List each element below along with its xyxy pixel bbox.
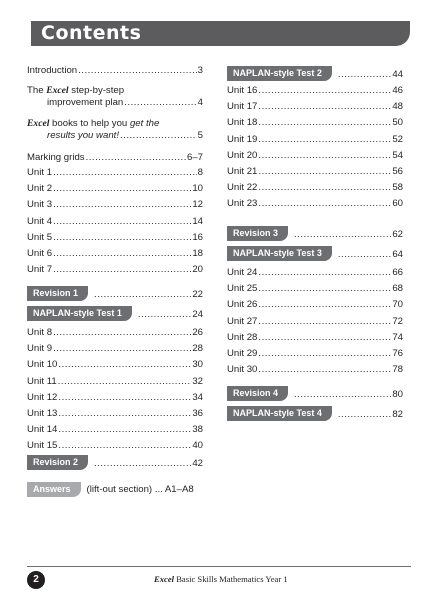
toc-entry-label: Unit 12	[27, 391, 58, 403]
toc-entry-unit[interactable]	[227, 84, 403, 97]
revision-tab: Revision 4	[227, 386, 288, 401]
toc-entry-label: get the	[129, 118, 160, 129]
toc-entry-page: 80	[392, 389, 403, 400]
toc-entry-label: results you want!	[47, 130, 119, 141]
toc-entry-page: 22	[192, 289, 203, 300]
footer-book-title	[154, 574, 288, 584]
dot-leader	[138, 309, 191, 321]
toc-entry-page: 14	[192, 215, 203, 227]
dot-leader	[53, 326, 191, 339]
toc-entry-label: Unit 1	[27, 167, 53, 178]
toc-entry-page: 70	[392, 299, 403, 311]
naplan-tab: NAPLAN-style Test 2	[227, 66, 332, 81]
toc-entry-answers[interactable]	[27, 482, 203, 497]
toc-entry-unit[interactable]	[27, 247, 203, 260]
dot-leader	[58, 375, 192, 388]
toc-entry-page: 18	[192, 248, 203, 259]
toc-entry-label: Unit 22	[227, 182, 258, 194]
toc-entry-unit[interactable]	[227, 347, 403, 360]
toc-entry-page: 16	[192, 231, 203, 243]
excel-wordmark: Excel	[46, 85, 69, 96]
toc-entry-page: 38	[192, 424, 203, 436]
toc-entry-page: 10	[192, 183, 203, 195]
toc-entry-page: 24	[192, 309, 203, 320]
toc-entry-label: Unit 15	[27, 440, 58, 452]
toc-entry-page: 78	[392, 364, 403, 376]
toc-entry-label: improvement plan	[47, 97, 124, 108]
toc-entry-unit[interactable]	[227, 133, 403, 146]
dot-leader	[124, 97, 196, 109]
toc-entry-page: 54	[392, 149, 403, 161]
dot-leader	[258, 100, 391, 113]
toc-entry-page: 74	[392, 331, 403, 343]
dot-leader	[258, 84, 391, 97]
toc-entry-page: 60	[392, 198, 403, 210]
toc-entry-excel-books[interactable]	[27, 118, 203, 142]
page-title: Contents	[41, 22, 142, 44]
toc-entry-unit[interactable]	[27, 358, 203, 371]
footer-title-text: Basic Skills Mathematics Year 1	[174, 574, 288, 584]
dot-leader	[58, 439, 191, 452]
toc-entry-revision-4[interactable]	[227, 386, 403, 401]
dot-leader	[338, 69, 391, 81]
toc-entry-label: Unit 18	[227, 117, 258, 129]
toc-entry-page: 50	[392, 117, 403, 129]
toc-entry-page: 68	[392, 283, 403, 295]
dot-leader	[53, 263, 191, 276]
toc-entry-unit[interactable]	[227, 282, 403, 295]
toc-entry-page: 30	[192, 359, 203, 371]
toc-entry-label: Unit 7	[27, 264, 53, 276]
toc-entry-label: Unit 20	[227, 149, 258, 161]
toc-entry-label: Unit 6	[27, 248, 53, 259]
toc-entry-unit[interactable]	[27, 263, 203, 276]
toc-entry-page: 46	[392, 85, 403, 96]
toc-entry-unit[interactable]	[27, 391, 203, 404]
dot-leader	[53, 342, 191, 355]
toc-entry-page: 36	[192, 408, 203, 419]
toc-entry-label: Unit 25	[227, 283, 258, 295]
dot-leader	[258, 298, 391, 311]
contents-title-bar	[31, 21, 410, 46]
toc-entry-label: Unit 14	[27, 424, 58, 436]
toc-entry-unit[interactable]	[27, 407, 203, 420]
toc-entry-page: 32	[192, 375, 203, 387]
toc-entry-unit[interactable]	[227, 165, 403, 178]
excel-wordmark: Excel	[154, 574, 175, 584]
dot-leader	[78, 64, 197, 77]
dot-leader	[338, 409, 391, 421]
dot-leader	[294, 389, 391, 401]
toc-entry-naplan-test-2[interactable]	[227, 66, 403, 81]
footer-rule	[27, 566, 411, 567]
naplan-tab: NAPLAN-style Test 1	[27, 306, 132, 321]
revision-tab: Revision 3	[227, 226, 288, 241]
toc-entry-unit[interactable]	[227, 315, 403, 328]
dot-leader	[53, 182, 191, 195]
toc-entry-page: 64	[392, 249, 403, 260]
dot-leader	[53, 198, 191, 211]
toc-entry-unit[interactable]	[227, 100, 403, 113]
toc-entry-page: 34	[192, 391, 203, 403]
dot-leader	[94, 458, 191, 470]
toc-entry-unit[interactable]	[27, 423, 203, 436]
toc-entry-revision-1[interactable]	[27, 286, 203, 301]
excel-wordmark: Excel	[27, 118, 50, 129]
toc-entry-page: 3	[197, 65, 203, 76]
toc-entry-unit[interactable]	[27, 215, 203, 228]
toc-entry-label: Unit 8	[27, 327, 53, 338]
toc-entry-page: 12	[192, 199, 203, 211]
toc-entry-unit[interactable]	[27, 166, 203, 179]
toc-entry-label: Unit 16	[227, 85, 258, 96]
toc-entry-unit[interactable]	[27, 326, 203, 339]
answers-tab: Answers	[27, 482, 81, 497]
toc-entry-page: 72	[392, 315, 403, 327]
dot-leader	[258, 315, 391, 328]
toc-entry-label: Unit 27	[227, 315, 258, 327]
toc-entry-marking-grids[interactable]	[27, 151, 203, 164]
naplan-tab: NAPLAN-style Test 4	[227, 406, 332, 421]
toc-entry-naplan-test-3[interactable]	[227, 246, 403, 261]
toc-entry-label: Unit 28	[227, 331, 258, 343]
toc-entry-label: Unit 13	[27, 408, 58, 419]
toc-entry-improvement-plan[interactable]	[27, 85, 203, 109]
toc-entry-label: The	[27, 85, 44, 96]
dot-leader	[258, 197, 391, 210]
toc-entry-label: Unit 9	[27, 343, 53, 355]
toc-entry-label: Unit 23	[227, 198, 258, 210]
toc-entry-page: 8	[197, 167, 203, 178]
dot-leader	[58, 407, 191, 420]
toc-entry-page: 6–7	[186, 152, 203, 163]
dot-leader	[53, 215, 191, 228]
toc-entry-page: 26	[192, 327, 203, 338]
toc-entry-page: 52	[392, 133, 403, 145]
toc-entry-page: 44	[392, 69, 403, 80]
toc-entry-unit[interactable]	[227, 331, 403, 344]
toc-entry-label: Unit 30	[227, 364, 258, 376]
toc-entry-label: Unit 19	[227, 133, 258, 145]
dot-leader	[258, 282, 391, 295]
toc-entry-label: Unit 11	[27, 375, 57, 387]
dot-leader	[258, 181, 391, 194]
naplan-tab: NAPLAN-style Test 3	[227, 246, 332, 261]
toc-entry-page: 66	[392, 267, 403, 278]
toc-entry-unit[interactable]	[27, 182, 203, 195]
toc-entry-unit[interactable]	[227, 149, 403, 162]
toc-entry-unit[interactable]	[227, 363, 403, 376]
dot-leader	[58, 358, 191, 371]
toc-entry-label: books to help you	[49, 118, 130, 129]
dot-leader	[258, 331, 391, 344]
toc-entry-label: Unit 2	[27, 183, 53, 195]
toc-entry-unit[interactable]	[27, 198, 203, 211]
toc-entry-page: 5	[197, 130, 203, 141]
toc-entry-label: Unit 10	[27, 359, 58, 371]
toc-entry-unit[interactable]	[27, 342, 203, 355]
dot-leader	[53, 231, 191, 244]
toc-entry-label: Marking grids	[27, 152, 85, 163]
toc-entry-label: Unit 29	[227, 348, 258, 359]
revision-tab: Revision 1	[27, 286, 88, 301]
toc-entry-label: Unit 4	[27, 215, 53, 227]
toc-entry-page: 4	[197, 97, 203, 108]
toc-entry-unit[interactable]	[27, 375, 203, 388]
toc-entry-label: Unit 17	[227, 101, 258, 113]
toc-entry-label: Unit 26	[227, 299, 258, 311]
toc-entry-label: step-by-step	[68, 85, 125, 96]
toc-entry-label: Unit 21	[227, 166, 258, 177]
toc-entry-unit[interactable]	[227, 266, 403, 279]
toc-entry-label: Unit 5	[27, 231, 53, 243]
dot-leader	[94, 289, 191, 301]
toc-entry-page: 40	[192, 440, 203, 452]
toc-entry-label: Unit 3	[27, 199, 53, 211]
toc-entry-unit[interactable]	[227, 298, 403, 311]
toc-entry-page: 42	[192, 458, 203, 469]
toc-entry-page: 58	[392, 182, 403, 194]
toc-entry-introduction[interactable]	[27, 64, 203, 77]
dot-leader	[120, 130, 197, 142]
toc-entry-naplan-test-1[interactable]	[27, 306, 203, 321]
toc-entry-revision-2[interactable]	[27, 455, 203, 470]
toc-entry-page: 62	[392, 229, 403, 240]
dot-leader	[258, 116, 391, 129]
toc-entry-page: 28	[192, 343, 203, 355]
answers-note: (lift-out section) ... A1–A8	[86, 484, 194, 495]
toc-entry-page: 82	[392, 409, 403, 420]
dot-leader	[294, 229, 391, 241]
toc-entry-revision-3[interactable]	[227, 226, 403, 241]
toc-entry-unit[interactable]	[27, 231, 203, 244]
toc-entry-label: Introduction	[27, 65, 78, 76]
dot-leader	[58, 423, 191, 436]
dot-leader	[53, 166, 197, 179]
dot-leader	[258, 363, 391, 376]
revision-tab: Revision 2	[27, 455, 88, 470]
dot-leader	[258, 133, 391, 146]
toc-entry-page: 56	[392, 166, 403, 177]
dot-leader	[86, 151, 186, 164]
page-number-badge: 2	[27, 571, 45, 589]
toc-entry-page: 48	[392, 101, 403, 113]
toc-entry-label: Unit 24	[227, 267, 258, 278]
toc-entry-unit[interactable]	[227, 116, 403, 129]
toc-entry-unit[interactable]	[227, 197, 403, 210]
dot-leader	[53, 247, 191, 260]
dot-leader	[338, 249, 391, 261]
dot-leader	[258, 347, 391, 360]
toc-entry-unit[interactable]	[227, 181, 403, 194]
dot-leader	[258, 149, 391, 162]
toc-entry-page: 20	[192, 264, 203, 276]
toc-entry-page: 76	[392, 348, 403, 359]
dot-leader	[258, 266, 391, 279]
toc-entry-unit[interactable]	[27, 439, 203, 452]
dot-leader	[58, 391, 191, 404]
toc-entry-naplan-test-4[interactable]	[227, 406, 403, 421]
dot-leader	[258, 165, 391, 178]
